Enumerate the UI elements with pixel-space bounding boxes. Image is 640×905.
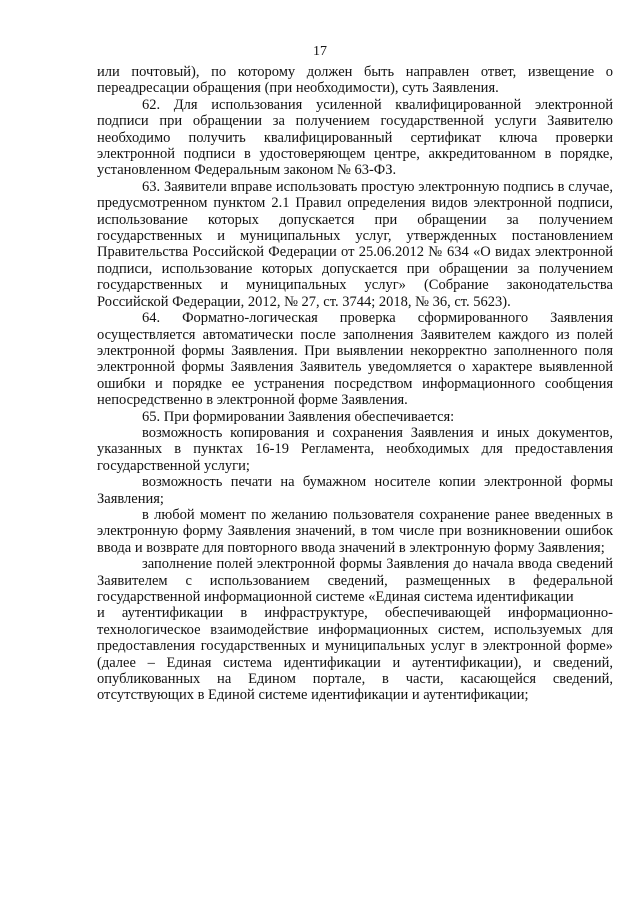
paragraph: возможность печати на бумажном носителе копии электронной формы Заявления; bbox=[97, 474, 613, 507]
document-body bbox=[97, 64, 613, 704]
paragraph: 64. Форматно-логическая проверка сформированного Заявления осуществляется автоматически после заполнения Заявителем каждого из полей электронной формы Заявления. При выявлении некорректно заполненного поля электронной формы Заявления Заявитель уведомляется о характере выявленной ошибки и порядке ее устранения посредством информационного сообщения непосредственно в электронной форме Заявления. bbox=[97, 310, 613, 409]
paragraph: и аутентификации в инфраструктуре, обеспечивающей информационно-технологическое взаимодействие информационных систем, используемых для предоставления государственных и муниципальных услуг в электронной форме» (далее – Единая система идентификации и аутентификации), и сведений, опубликованных на Едином портале, в части, касающейся сведений, отсутствующих в Единой системе идентификации и аутентификации; bbox=[97, 605, 613, 704]
paragraph: или почтовый), по которому должен быть направлен ответ, извещение о переадресации обращения (при необходимости), суть Заявления. bbox=[97, 64, 613, 97]
paragraph: заполнение полей электронной формы Заявления до начала ввода сведений Заявителем с использованием сведений, размещенных в федеральной государственной информационной системе «Единая система идентификации bbox=[97, 556, 613, 605]
paragraph: в любой момент по желанию пользователя сохранение ранее введенных в электронную форму Заявления значений, в том числе при возникновении ошибок ввода и возврате для повторного ввода значений в электронную форму Заявления; bbox=[97, 506, 613, 556]
paragraph: 62. Для использования усиленной квалифицированной электронной подписи при обращении за получением государственной услуги Заявителю необходимо получить квалифицированный сертификат ключа проверки электронной подписи в удостоверяющем центре, аккредитованном в порядке, установленном Федеральным законом № 63-ФЗ. bbox=[97, 96, 613, 179]
paragraph: возможность копирования и сохранения Заявления и иных документов, указанных в пунктах 16-19 Регламента, необходимых для предоставления государственной услуги; bbox=[97, 424, 613, 474]
page-number: 17 bbox=[313, 44, 327, 59]
paragraph: 63. Заявители вправе использовать простую электронную подпись в случае, предусмотренном пунктом 2.1 Правил определения видов электронной подписи, использование которых допускается при обращении за получением государственных и муниципальных услуг, утвержденных постановлением Правительства Российской Федерации от 25.06.2012 № 634 «О видах электронной подписи, использование которых допускается при обращении за получением государственных и муниципальных услуг» (Собрание законодательства Российской Федерации, 2012, № 27, ст. 3744; 2018, № 36, ст. 5623). bbox=[97, 178, 613, 310]
paragraph: 65. При формировании Заявления обеспечивается: bbox=[142, 408, 455, 425]
